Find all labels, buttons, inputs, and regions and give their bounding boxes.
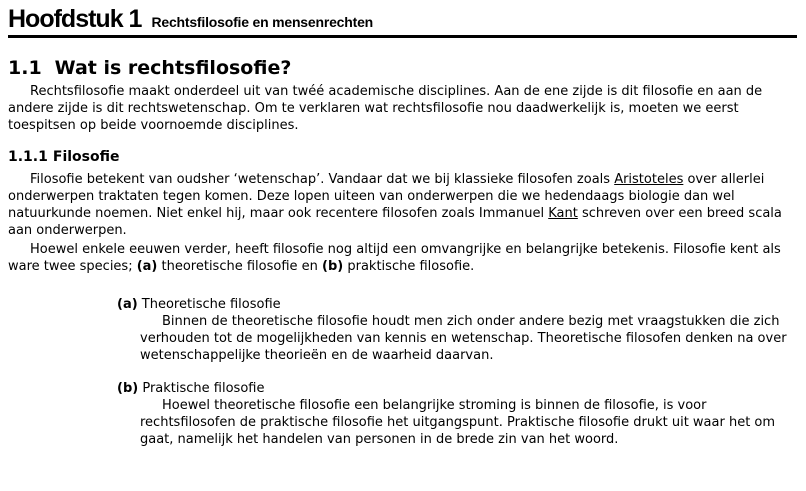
species-a-bold-label: (a)	[136, 259, 158, 274]
paragraph-text: Hoewel enkele eeuwen verder, heeft filosofie nog altijd een omvangrijke en belangrijke betekenis. Filosofie kent als ware twee species;	[8, 242, 781, 274]
aristoteles-underlined-text: Aristoteles	[614, 172, 684, 187]
list-item-praktische	[117, 380, 797, 448]
item-a-body-paragraph: Binnen de theoretische filosofie houdt men zich onder andere bezig met vraagstukken die zich verhouden tot de mogelijkheden van kennis en wetenschap. Theoretische filosofen denken na over wetenschappelijke theorieën en de waarheid daarvan.	[140, 314, 787, 363]
section-1-1-1-heading	[8, 149, 797, 166]
item-b-label: (b)	[117, 381, 139, 396]
subsection-number: 1.1.1	[8, 149, 48, 165]
filosofie-paragraph-1	[8, 171, 797, 239]
list-item-theoretische	[117, 296, 797, 364]
item-a-title: Theoretische filosofie	[141, 297, 281, 312]
list-item-heading	[117, 296, 797, 313]
section-title: Wat is rechtsfilosofie?	[54, 57, 292, 79]
paragraph-text: theoretische filosofie en	[157, 259, 323, 274]
item-b-title: Praktische filosofie	[142, 381, 265, 396]
section-number: 1.1	[8, 57, 42, 79]
section-1-1-intro-paragraph: Rechtsfilosofie maakt onderdeel uit van twéé academische disciplines. Aan de ene zijde is dit filosofie en aan de andere zijde is dit rechtswetenschap. Om te verklaren wat rechtsfilosofie nou daadwerkelijk is, moeten we eerst toespitsen op beide voornoemde disciplines.	[8, 84, 763, 133]
chapter-header	[8, 6, 797, 33]
species-b-bold-label: (b)	[322, 259, 344, 274]
paragraph-text: Filosofie betekent van oudsher ‘wetenschap’. Vandaar dat we bij klassieke filosofen zoals	[30, 172, 615, 187]
kant-underlined-text: Kant	[548, 206, 578, 221]
paragraph-text: praktische filosofie.	[343, 259, 475, 274]
list-item-heading	[117, 380, 797, 397]
filosofie-paragraph-2	[8, 241, 797, 275]
subsection-title: Filosofie	[52, 149, 120, 165]
item-b-body-paragraph: Hoewel theoretische filosofie een belangrijke stroming is binnen de filosofie, is voor rechtsfilosofen de praktische filosofie het uitgangspunt. Praktische filosofie drukt uit waar het om gaat, namelijk het handelen van personen in de brede zin van het woord.	[140, 398, 776, 447]
item-a-label: (a)	[117, 297, 138, 312]
chapter-subtitle: Rechtsfilosofie en mensenrechten	[151, 14, 374, 30]
section-1-1-heading	[8, 57, 797, 80]
chapter-title: Hoofdstuk 1	[8, 5, 142, 33]
paragraph-text: over allerlei onderwerpen traktaten tegen komen. Deze lopen uiteen van onderwerpen die we hedendaags biologie dan wel natuurkunde noemen. Niet enkel hij, maar ook recentere filosofen zoals Immanuel	[8, 172, 765, 221]
paragraph-text: schreven over een breed scala aan onderwerpen.	[8, 206, 782, 238]
header-divider-rule	[8, 35, 797, 38]
